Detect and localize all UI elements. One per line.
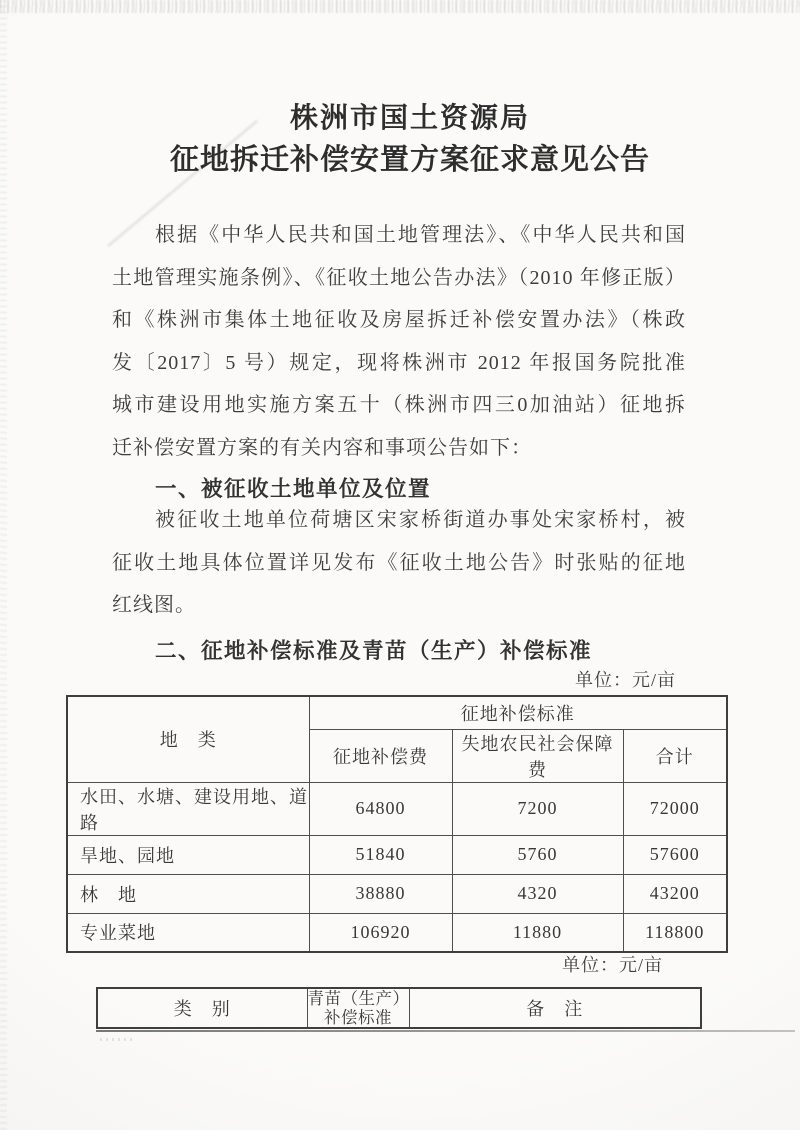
section-2-heading: 二、征地补偿标准及青苗（生产）补偿标准	[155, 639, 593, 663]
land-type-cell: 水田、水塘、建设用地、道路	[67, 782, 309, 835]
social-cell: 4320	[452, 874, 623, 913]
org-title: 株洲市国土资源局	[289, 103, 530, 134]
col-header-fee: 征地补偿费	[309, 729, 452, 782]
fee-cell: 64800	[309, 782, 452, 835]
paragraph-line: 城市建设用地实施方案五十（株洲市四三0加油站）征地拆	[112, 394, 686, 416]
seedling-compensation-table	[96, 987, 702, 1029]
land-type-cell: 专业菜地	[67, 913, 309, 952]
scan-noise-top	[0, 0, 800, 13]
paragraph-line: 被征收土地单位荷塘区宋家桥街道办事处宋家桥村，被	[155, 509, 686, 531]
paragraph-line: 和《株洲市集体土地征收及房屋拆迁补偿安置办法》（株政	[112, 309, 686, 331]
land-type-cell: 林 地	[67, 874, 309, 913]
col-header-social: 失地农民社会保障费	[452, 729, 623, 782]
unit-label-1: 单位：元/亩	[574, 670, 676, 690]
paragraph-line: 迁补偿安置方案的有关内容和事项公告如下：	[112, 436, 532, 459]
total-cell: 57600	[623, 835, 727, 874]
land-type-cell: 旱地、园地	[67, 835, 309, 874]
fee-cell: 38880	[309, 874, 452, 913]
table-header-row	[67, 696, 727, 729]
seedling-standard-line1: 青苗（生产）	[307, 989, 410, 1008]
fee-cell: 51840	[309, 835, 452, 874]
scan-border-shadow	[96, 1030, 795, 1032]
fee-cell: 106920	[309, 913, 452, 952]
table-row	[67, 782, 727, 835]
table-header-row	[97, 988, 701, 1028]
col-header-category: 类 别	[97, 988, 307, 1028]
col-header-remark: 备 注	[409, 988, 701, 1028]
scan-noise-left	[0, 0, 7, 1130]
total-cell: 43200	[623, 874, 727, 913]
land-compensation-table	[66, 695, 728, 953]
unit-label-2: 单位：元/亩	[561, 955, 663, 975]
col-header-land-type: 地 类	[67, 696, 309, 782]
col-header-total: 合计	[623, 729, 727, 782]
seedling-standard-line2: 补偿标准	[324, 1008, 392, 1027]
section-1-paragraph	[112, 499, 686, 627]
social-cell: 11880	[452, 913, 623, 952]
paragraph-line: 红线图。	[112, 594, 196, 616]
paragraph-line: 发〔2017〕5 号）规定，现将株洲市 2012 年报国务院批准	[112, 351, 686, 374]
social-cell: 5760	[452, 835, 623, 874]
section-1-heading: 一、被征收土地单位及位置	[155, 477, 432, 501]
total-cell: 118800	[623, 913, 727, 952]
paragraph-line: 征收土地具体位置详见发布《征收土地公告》时张贴的征地	[112, 551, 686, 574]
announcement-title: 征地拆迁补偿安置方案征求意见公告	[169, 144, 650, 176]
social-cell: 7200	[452, 782, 623, 835]
col-header-seedling-standard	[307, 988, 409, 1028]
table-row	[67, 913, 727, 952]
paragraph-line: 土地管理实施条例》、《征收土地公告办法》（2010 年修正版）	[112, 266, 686, 289]
scan-speckle	[100, 1038, 132, 1041]
intro-paragraph	[112, 214, 686, 469]
col-header-group: 征地补偿标准	[309, 696, 727, 729]
paragraph-line: 根据《中华人民共和国土地管理法》、《中华人民共和国	[155, 224, 686, 246]
table-row	[67, 874, 727, 913]
total-cell: 72000	[623, 782, 727, 835]
table-row	[67, 835, 727, 874]
